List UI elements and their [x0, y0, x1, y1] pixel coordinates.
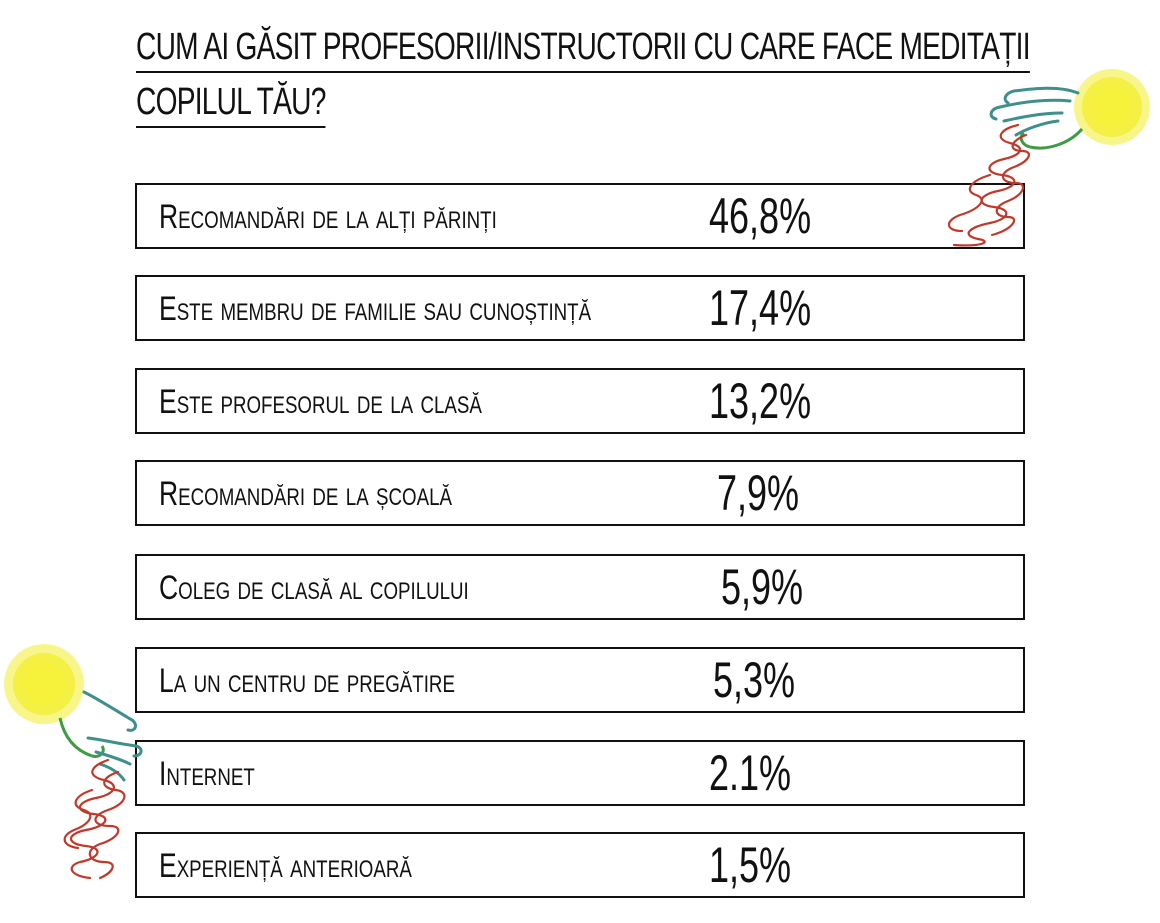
- table-row: [135, 368, 1025, 434]
- row-value: 7,9%: [717, 465, 800, 521]
- row-value: 2.1%: [709, 745, 792, 801]
- table-row: [135, 183, 1025, 249]
- row-value: 17,4%: [709, 280, 812, 336]
- table-row: [135, 740, 1025, 806]
- chart-title-line-2: COPILUL TĂU?: [136, 79, 326, 128]
- chart-title-line-1: CUM AI GĂSIT PROFESORII/INSTRUCTORII CU CARE FACE MEDITAȚII: [136, 24, 1030, 73]
- table-row: [135, 647, 1025, 713]
- row-value: 5,3%: [713, 652, 796, 708]
- row-value: 1,5%: [709, 837, 792, 893]
- row-label: La un centru de pregătire: [159, 662, 455, 701]
- row-label: Este membru de familie sau cunoștință: [159, 290, 592, 329]
- row-label: Internet: [159, 755, 255, 794]
- table-row: [135, 460, 1025, 526]
- table-row: [135, 275, 1025, 341]
- table-row: [135, 832, 1025, 898]
- row-label: Coleg de clasă al copilului: [159, 569, 469, 608]
- row-label: Experiență anterioară: [159, 847, 412, 886]
- table-row: [135, 554, 1025, 620]
- row-value: 46,8%: [709, 188, 812, 244]
- row-value: 13,2%: [709, 373, 812, 429]
- row-label: Recomandări de la școală: [159, 475, 452, 514]
- row-label: Este profesorul de la clasă: [159, 383, 482, 422]
- row-value: 5,9%: [721, 559, 804, 615]
- row-label: Recomandări de la alți părinți: [159, 198, 497, 237]
